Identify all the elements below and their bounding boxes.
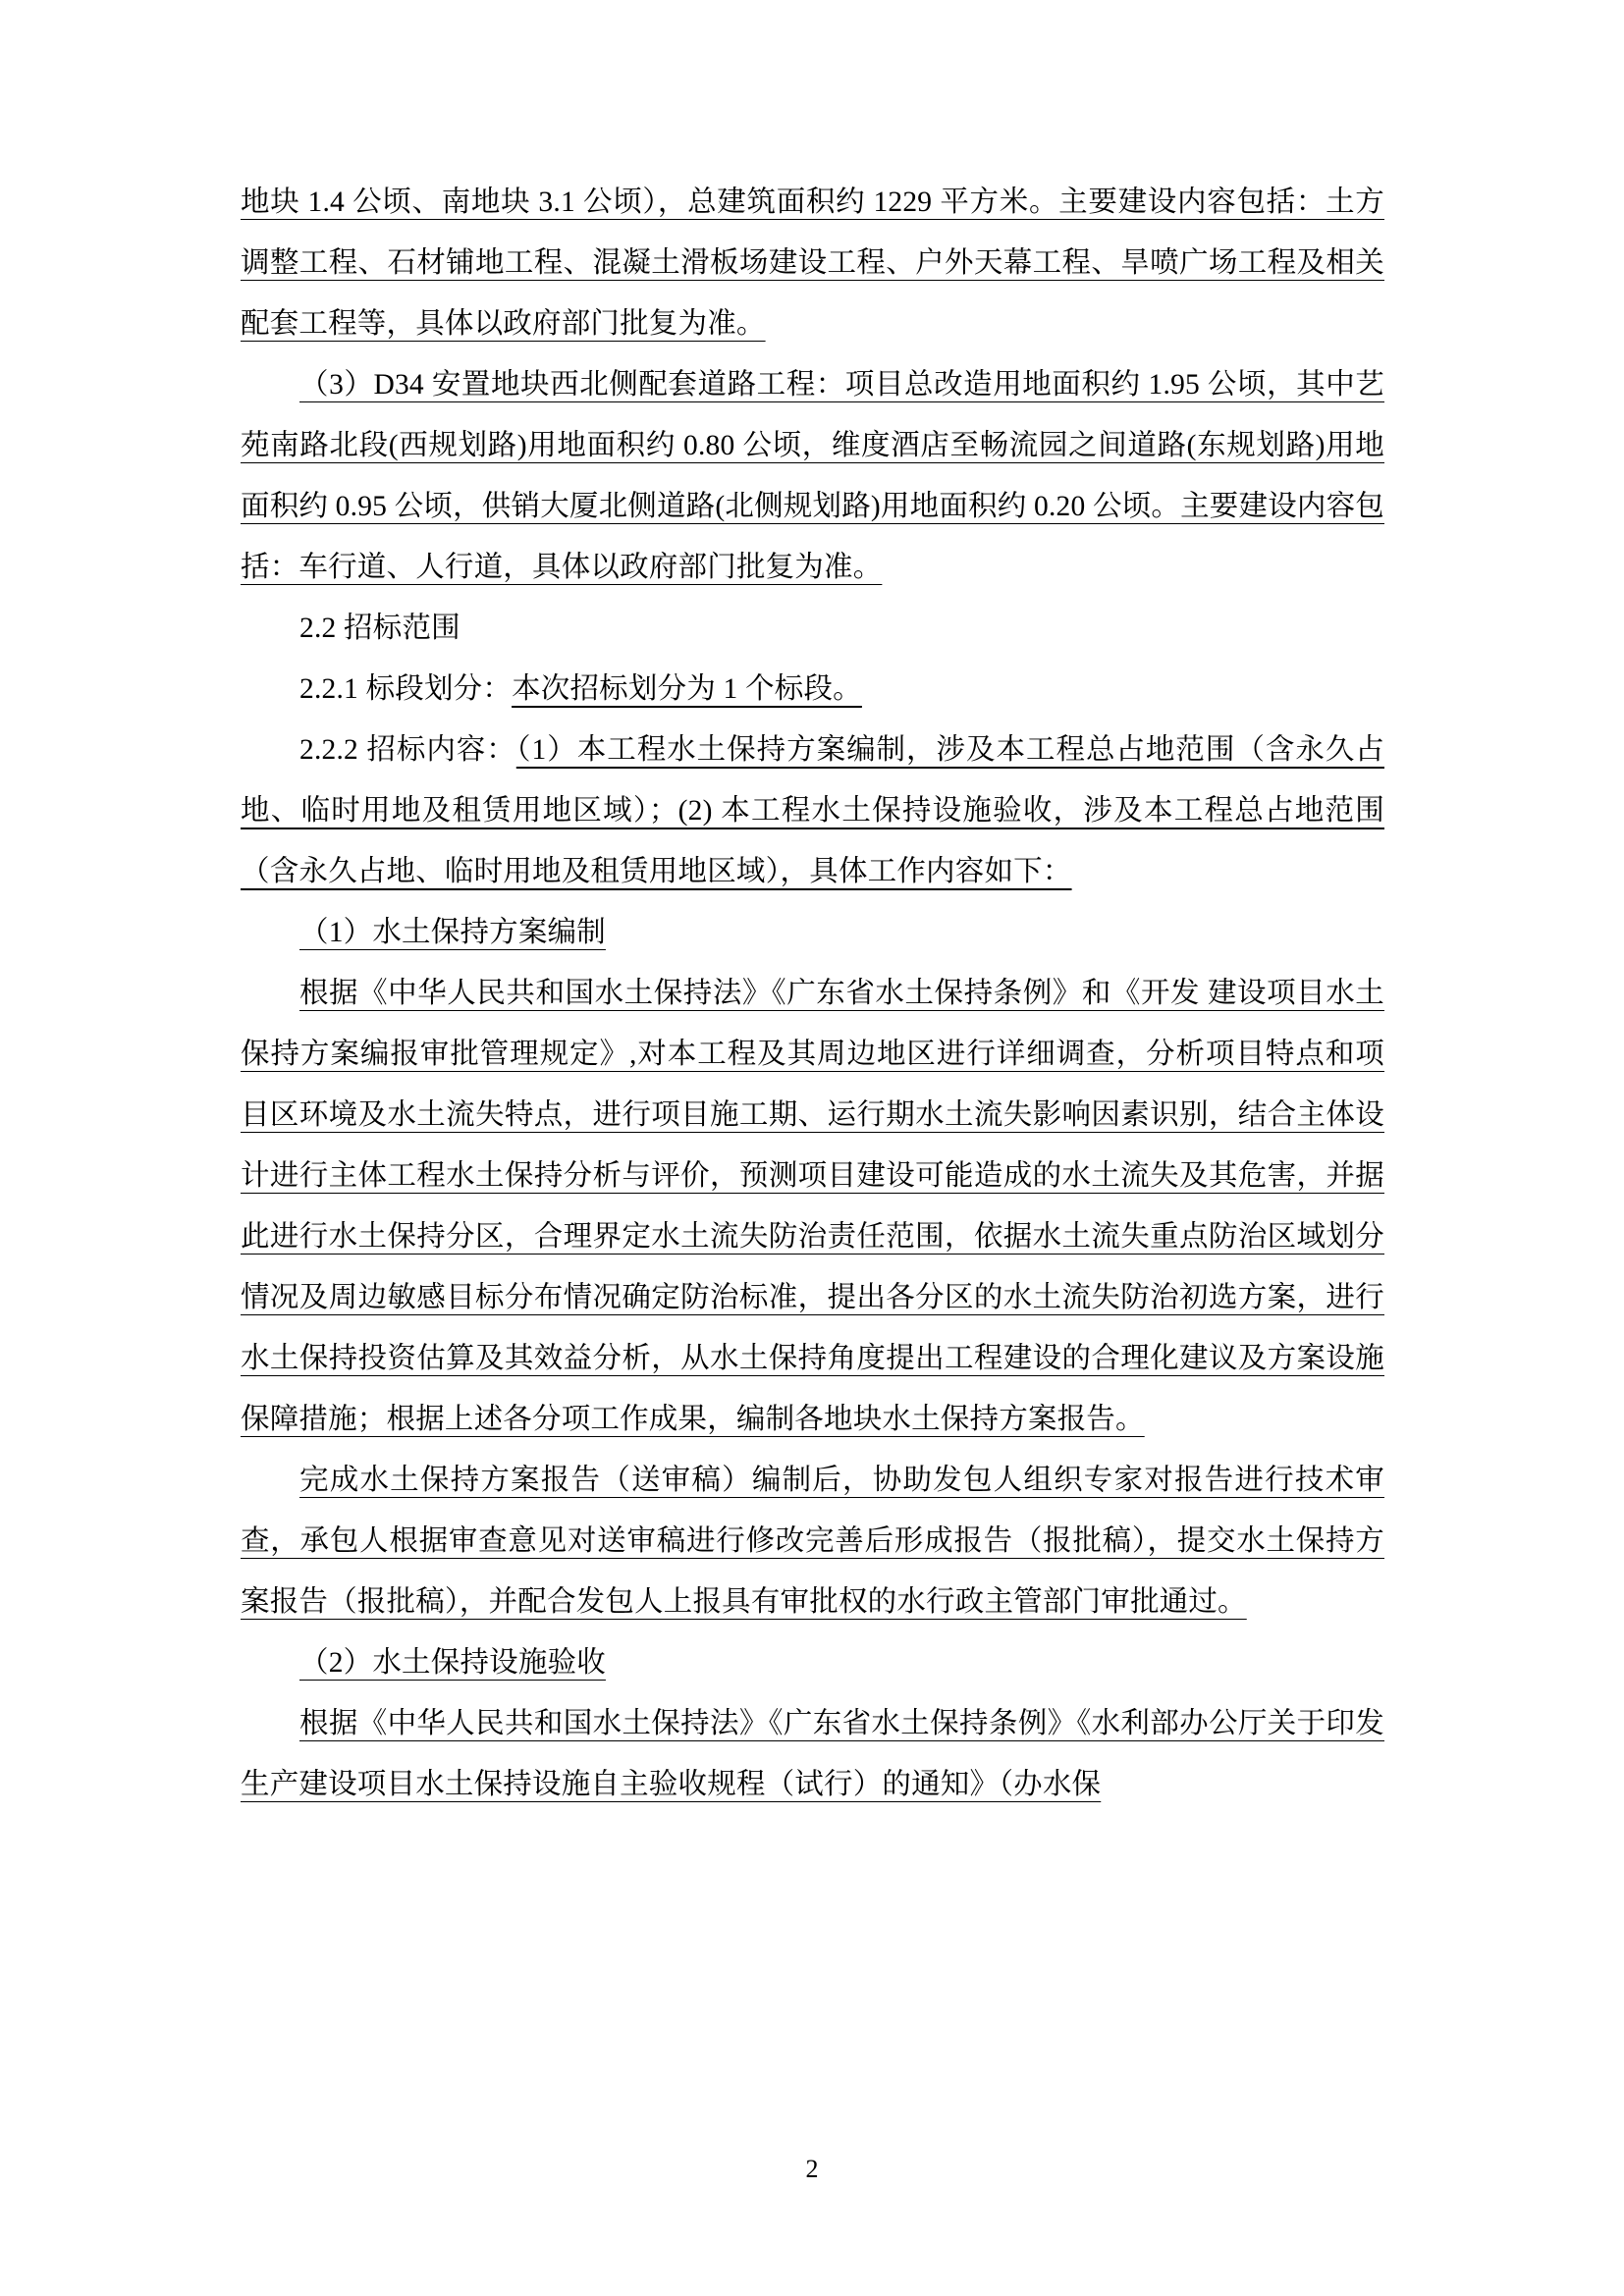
heading-section-2-2: 2.2 招标范围 [299, 613, 460, 644]
paragraph-d34-road: （3）D34 安置地块西北侧配套道路工程：项目总改造用地面积约 1.95 公顷，其中艺苑南路北段(西规划路)用地面积约 0.80 公顷，维度酒店至畅流园之间道路(东规划路)用地面积约 0.95 公顷，供销大厦北侧道路(北侧规划路)用地面积约 0.20 公顷。主要建设内容包括：车行道、人行道，具体以政府部门批复为准。 [241, 369, 1384, 583]
paragraph-2-2-2-underlined: （1）本工程水土保持方案编制，涉及本工程总占地范围（含永久占地、临时用地及租赁用地区域）；(2) 本工程水土保持设施验收，涉及本工程总占地范围（含永久占地、临时用地及租赁用地区域），具体工作内容如下： [241, 734, 1384, 887]
page-number: 2 [805, 2155, 819, 2183]
heading-item-facility-acceptance: （2）水土保持设施验收 [299, 1647, 606, 1679]
document-body [241, 172, 1384, 1815]
paragraph-2-2-1-prefix: 2.2.1 标段划分： [299, 673, 513, 705]
paragraph-plan-review: 完成水土保持方案报告（送审稿）编制后，协助发包人组织专家对报告进行技术审查，承包人根据审查意见对送审稿进行修改完善后形成报告（报批稿），提交水土保持方案报告（报批稿），并配合发包人上报具有审批权的水行政主管部门审批通过。 [241, 1465, 1384, 1618]
heading-item-plan-preparation: （1）水土保持方案编制 [299, 917, 606, 948]
paragraph-2-2-2 [241, 720, 1384, 902]
paragraph-2-2-2-prefix: 2.2.2 招标内容： [299, 734, 516, 766]
paragraph-2-2-1 [241, 659, 1384, 720]
paragraph-land-area: 地块 1.4 公顷、南地块 3.1 公顷），总建筑面积约 1229 平方米。主要建设内容包括：土方调整工程、石材铺地工程、混凝土滑板场建设工程、户外天幕工程、旱喷广场工程及相关配套工程等，具体以政府部门批复为准。 [241, 187, 1384, 340]
paragraph-plan-basis: 根据《中华人民共和国水土保持法》《广东省水土保持条例》和《开发 建设项目水土保持方案编报审批管理规定》,对本工程及其周边地区进行详细调查，分析项目特点和项目区环境及水土流失特点，进行项目施工期、运行期水土流失影响因素识别，结合主体设计进行主体工程水土保持分析与评价，预测项目建设可能造成的水土流失及其危害，并据此进行水土保持分区，合理界定水土流失防治责任范围，依据水土流失重点防治区域划分情况及周边敏感目标分布情况确定防治标准，提出各分区的水土流失防治初选方案，进行水土保持投资估算及其效益分析，从水土保持角度提出工程建设的合理化建议及方案设施保障措施；根据上述各分项工作成果，编制各地块水土保持方案报告。 [241, 978, 1384, 1435]
paragraph-acceptance-basis: 根据《中华人民共和国水土保持法》《广东省水土保持条例》《水利部办公厅关于印发生产建设项目水土保持设施自主验收规程（试行）的通知》（办水保 [241, 1708, 1384, 1800]
paragraph-2-2-1-underlined: 本次招标划分为 1 个标段。 [512, 673, 862, 705]
